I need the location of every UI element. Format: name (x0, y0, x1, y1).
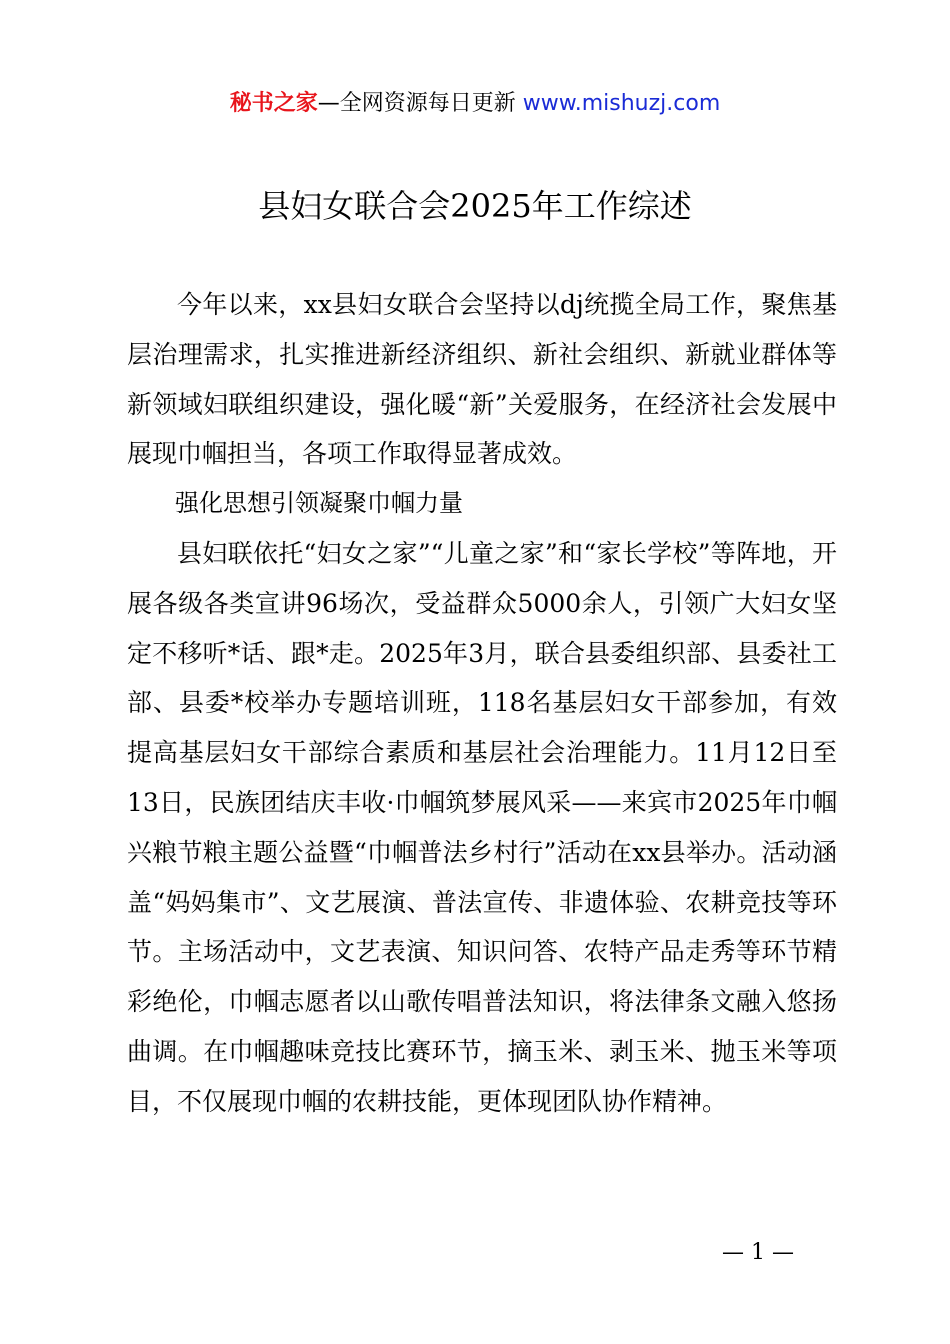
site-tagline: —全网资源每日更新 (317, 91, 523, 116)
intro-paragraph: 今年以来，xx县妇女联合会坚持以dj统揽全局工作，聚焦基层治理需求，扎实推进新经济组织、新社会组织、新就业群体等新领域妇联组织建设，强化暖“新”关爱服务，在经济社会发展中展现巾帼担当，各项工作取得显著成效。 (127, 290, 837, 469)
site-header (0, 88, 950, 120)
document-title: 县妇女联合会2025年工作综述 (258, 187, 692, 225)
body-paragraph: 县妇联依托“妇女之家”“儿童之家”和“家长学校”等阵地，开展各级各类宣讲96场次，受益群众5000余人，引领广大妇女坚定不移听*话、跟*走。2025年3月，联合县委组织部、县委社工部、县委*校举办专题培训班，118名基层妇女干部参加，有效提高基层妇女干部综合素质和基层社会治理能力。11月12日至13日，民族团结庆丰收·巾帼筑梦展风采——来宾市2025年巾帼兴粮节粮主题公益暨“巾帼普法乡村行”活动在xx县举办。活动涵盖“妈妈集市”、文艺展演、普法宣传、非遗体验、农耕竞技等环节。主场活动中，文艺表演、知识问答、农特产品走秀等环节精彩绝伦，巾帼志愿者以山歌传唱普法知识，将法律条文融入悠扬曲调。在巾帼趣味竞技比赛环节，摘玉米、剥玉米、抛玉米等项目，不仅展现巾帼的农耕技能，更体现团队协作精神。 (127, 538, 837, 1116)
document-body (127, 280, 837, 1127)
section-heading: 强化思想引领凝聚巾帼力量 (175, 489, 463, 518)
page-number: — 1 — (722, 1240, 794, 1265)
site-url-link[interactable]: www.mishuzj.com (522, 91, 721, 116)
site-brand: 秘书之家 (229, 91, 318, 116)
